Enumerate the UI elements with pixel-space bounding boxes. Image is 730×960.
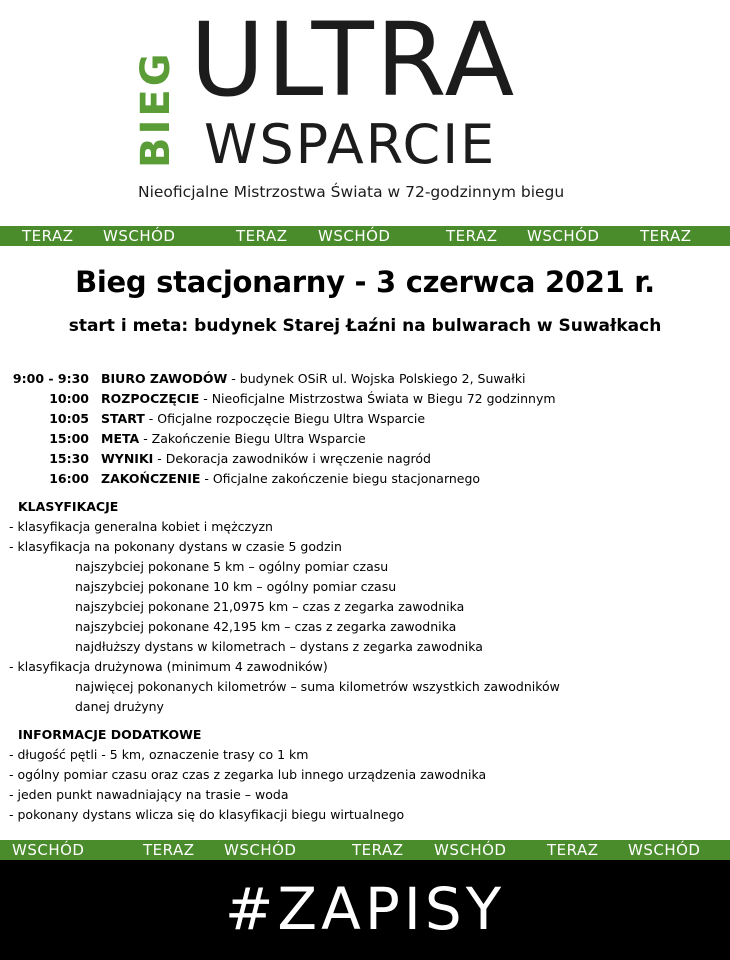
footer-signup	[0, 860, 730, 960]
banner-word: TERAZ	[547, 841, 599, 859]
logo-tagline: Nieoficjalne Mistrzostwa Świata w 72-godzinnym biegu	[138, 183, 565, 201]
banner-word: TERAZ	[640, 227, 692, 245]
info-title: INFORMACJE DODATKOWE	[18, 727, 202, 742]
classification-line: - klasyfikacja na pokonany dystans w czasie 5 godzin	[9, 539, 342, 554]
logo	[0, 0, 730, 215]
info-line: - jeden punkt nawadniający na trasie – woda	[9, 787, 289, 802]
banner-word: WSCHÓD	[103, 227, 176, 245]
schedule-name: BIURO ZAWODÓW	[101, 371, 228, 386]
info-line: - długość pętli - 5 km, oznaczenie trasy co 1 km	[9, 747, 309, 762]
banner-word: TERAZ	[143, 841, 195, 859]
page-subtitle: start i meta: budynek Starej Łaźni na bulwarach w Suwałkach	[68, 316, 662, 336]
schedule-desc: - budynek OSiR ul. Wojska Polskiego 2, Suwałki	[227, 371, 526, 386]
banner-word: WSCHÓD	[12, 841, 85, 859]
schedule-entry	[101, 369, 526, 389]
schedule-entry	[101, 429, 366, 449]
schedule-name: START	[101, 411, 145, 426]
signup-hashtag: #ZAPISY	[224, 875, 506, 943]
classification-line: najszybciej pokonane 42,195 km – czas z zegarka zawodnika	[75, 619, 457, 634]
page-title: Bieg stacjonarny - 3 czerwca 2021 r.	[75, 265, 655, 299]
schedule-entry	[101, 409, 425, 429]
classification-line: najwięcej pokonanych kilometrów – suma kilometrów wszystkich zawodników	[75, 679, 560, 694]
banner-word: WSCHÓD	[527, 227, 600, 245]
banner-word: WSCHÓD	[434, 841, 507, 859]
bottom-banner	[0, 840, 730, 860]
classification-line: najdłuższy dystans w kilometrach – dystans z zegarka zawodnika	[75, 639, 483, 654]
schedule-row	[0, 409, 730, 429]
banner-word: TERAZ	[22, 227, 74, 245]
schedule-time: 15:30	[49, 451, 89, 466]
schedule-row	[0, 469, 730, 489]
info-line: - ogólny pomiar czasu oraz czas z zegarka lub innego urządzenia zawodnika	[9, 767, 487, 782]
schedule-name: META	[101, 431, 140, 446]
schedule-entry	[101, 389, 556, 409]
schedule-row	[0, 429, 730, 449]
schedule-row	[0, 369, 730, 389]
schedule-time: 16:00	[49, 471, 89, 486]
logo-word-ultra: ULTRA	[190, 1, 517, 120]
schedule-row	[0, 449, 730, 469]
schedule-time: 10:00	[49, 391, 89, 406]
schedule-time: 10:05	[49, 411, 89, 426]
banner-word: WSCHÓD	[318, 227, 391, 245]
schedule-desc: - Dekoracja zawodników i wręczenie nagród	[153, 451, 431, 466]
classification-line: - klasyfikacja generalna kobiet i mężczyzn	[9, 519, 273, 534]
schedule-name: ZAKOŃCZENIE	[101, 471, 201, 486]
classification-title: KLASYFIKACJE	[18, 499, 119, 514]
schedule-desc: - Oficjalne zakończenie biegu stacjonarnego	[200, 471, 481, 486]
schedule-name: WYNIKI	[101, 451, 154, 466]
classification-line: - klasyfikacja drużynowa (minimum 4 zawodników)	[9, 659, 328, 674]
banner-word: TERAZ	[446, 227, 498, 245]
schedule-entry	[101, 449, 431, 469]
schedule-row	[0, 389, 730, 409]
banner-word: WSCHÓD	[224, 841, 297, 859]
banner-word: TERAZ	[236, 227, 288, 245]
logo-word-wsparcie: WSPARCIE	[204, 113, 497, 176]
classification-line: najszybciej pokonane 5 km – ogólny pomiar czasu	[75, 559, 389, 574]
schedule-time: 9:00 - 9:30	[12, 371, 89, 386]
top-banner	[0, 226, 730, 246]
schedule-time: 15:00	[49, 431, 89, 446]
classification-line: najszybciej pokonane 10 km – ogólny pomiar czasu	[75, 579, 397, 594]
classification-line: najszybciej pokonane 21,0975 km – czas z zegarka zawodnika	[75, 599, 465, 614]
logo-vertical-word: BIEG	[133, 50, 179, 168]
schedule-desc: - Oficjalne rozpoczęcie Biegu Ultra Wsparcie	[144, 411, 426, 426]
schedule-name: ROZPOCZĘCIE	[101, 391, 200, 406]
banner-word: TERAZ	[352, 841, 404, 859]
banner-word: WSCHÓD	[628, 841, 701, 859]
schedule-desc: - Zakończenie Biegu Ultra Wsparcie	[139, 431, 366, 446]
classification-line: danej drużyny	[75, 699, 164, 714]
info-line: - pokonany dystans wlicza się do klasyfikacji biegu wirtualnego	[9, 807, 405, 822]
schedule-desc: - Nieoficjalne Mistrzostwa Świata w Biegu 72 godzinnym	[199, 391, 556, 406]
schedule-entry	[101, 469, 480, 489]
